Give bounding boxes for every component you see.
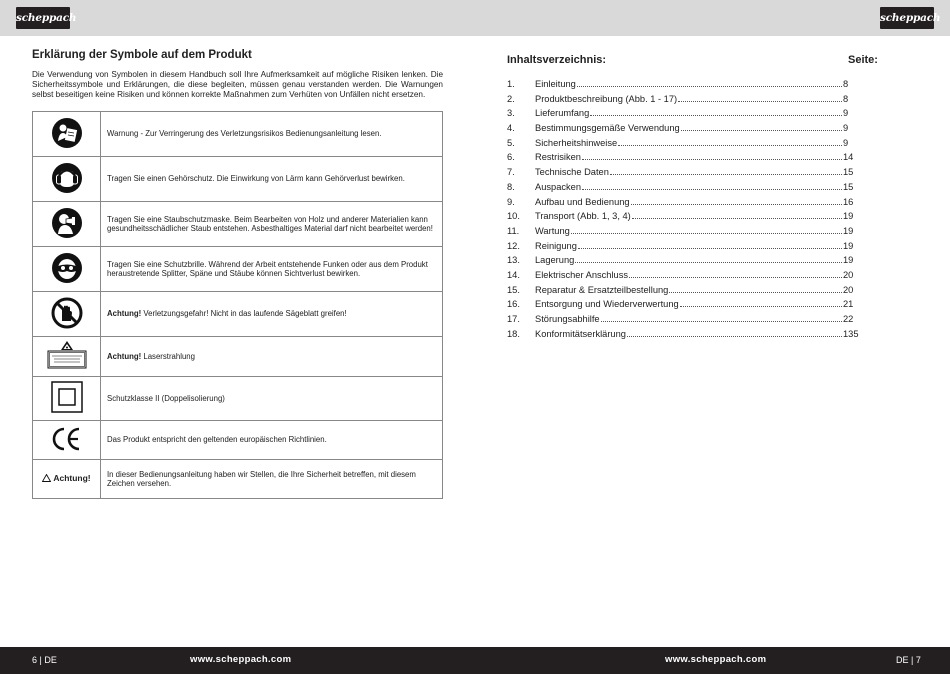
toc-title: Inhaltsverzeichnis:: [507, 54, 607, 66]
toc-item-number: 13.: [507, 255, 520, 266]
toc-item[interactable]: [507, 79, 857, 94]
warning-label: Achtung!: [53, 473, 91, 484]
toc-item-page: 8: [843, 93, 849, 104]
symbol-text: Tragen Sie eine Staubschutzmaske. Beim Bearbeiten von Holz und anderer Materialien kann gesundheitsschädlicher Staub entstehen. Asbesthaltiges Material darf nicht bearbeitet werden!: [107, 214, 433, 233]
symbol-text: Schutzklasse II (Doppelisolierung): [107, 393, 225, 403]
toc-item-label: Lieferumfang: [535, 108, 590, 119]
toc-leader-dots: [618, 145, 842, 146]
toc-item[interactable]: [507, 197, 857, 212]
toc-item[interactable]: [507, 270, 857, 285]
toc-item[interactable]: [507, 226, 857, 241]
footer-bar: [0, 647, 950, 674]
symbols-title: Erklärung der Symbole auf dem Produkt: [32, 49, 252, 61]
toc-item[interactable]: [507, 152, 857, 167]
symbol-row: [33, 202, 443, 247]
warning-triangle-icon: [42, 474, 51, 485]
toc-item-page: 20: [843, 269, 854, 280]
toc-item-page: 19: [843, 211, 854, 222]
toc-leader-dots: [578, 248, 842, 249]
symbol-row: [33, 112, 443, 157]
symbol-row: [33, 247, 443, 292]
brand-logo-right: scheppach: [880, 7, 934, 29]
toc-item-page: 135: [843, 328, 859, 339]
toc-item-page: 22: [843, 314, 854, 324]
symbol-text: Tragen Sie einen Gehörschutz. Die Einwirkung von Lärm kann Gehörverlust bewirken.: [107, 174, 405, 184]
ce-mark-icon: [51, 426, 83, 452]
toc-leader-dots: [669, 292, 842, 293]
toc-item-label: Produktbeschreibung (Abb. 1 - 17): [535, 93, 678, 104]
toc-item-number: 17.: [507, 314, 520, 324]
symbol-text: Das Produkt entspricht den geltenden europäischen Richtlinien.: [107, 435, 327, 445]
toc-item-page: 15: [843, 167, 854, 178]
toc-leader-dots: [582, 159, 842, 160]
symbol-text: Laserstrahlung: [141, 351, 195, 361]
toc-item[interactable]: [507, 182, 857, 197]
toc-item-label: Technische Daten: [535, 167, 609, 178]
toc-item-label: Restrisiken: [535, 152, 581, 163]
symbol-bold: Achtung!: [107, 351, 142, 361]
toc-page-header: Seite:: [848, 54, 878, 66]
toc-item-number: 4.: [507, 123, 515, 134]
toc-item[interactable]: [507, 138, 857, 153]
header-bar: [0, 0, 950, 36]
toc-item[interactable]: [507, 123, 857, 138]
toc-item[interactable]: [507, 285, 857, 300]
symbol-row: [33, 421, 443, 460]
safety-goggles-icon: [51, 252, 83, 284]
symbol-text: Warnung - Zur Verringerung des Verletzungsrisikos Bedienungsanleitung lesen.: [107, 129, 382, 139]
read-manual-icon: [51, 117, 83, 149]
footer-page-left: 6 | DE: [32, 655, 57, 665]
toc-item-number: 15.: [507, 284, 520, 295]
symbol-row: [33, 337, 443, 377]
footer-url-left[interactable]: www.scheppach.com: [190, 654, 292, 665]
brand-logo-left: scheppach: [16, 7, 70, 29]
toc-leader-dots: [575, 262, 842, 263]
ear-protection-icon: [51, 162, 83, 194]
toc-leader-dots: [627, 336, 842, 337]
toc-item-number: 3.: [507, 108, 515, 119]
toc-item-number: 8.: [507, 181, 515, 192]
toc-item[interactable]: [507, 299, 857, 314]
toc-leader-dots: [632, 218, 842, 219]
toc-item[interactable]: [507, 211, 857, 226]
toc-item-number: 1.: [507, 79, 515, 89]
toc-leader-dots: [601, 321, 842, 322]
toc-item-page: 9: [843, 108, 849, 119]
symbol-text: Tragen Sie eine Schutzbrille. Während der Arbeit entstehende Funken oder aus dem Produkt heraustretende Splitter, Späne und Stäube können Sichtverlust bewirken.: [107, 259, 428, 278]
symbol-text: In dieser Bedienungsanleitung haben wir Stellen, die Ihre Sicherheit betreffen, mit diesem Zeichen versehen.: [107, 469, 416, 488]
toc-item-label: Störungsabhilfe: [535, 314, 600, 324]
table-of-contents: [507, 79, 857, 343]
toc-item[interactable]: [507, 108, 857, 123]
toc-leader-dots: [631, 204, 842, 205]
toc-item-label: Transport (Abb. 1, 3, 4): [535, 211, 631, 222]
symbol-row: [33, 157, 443, 202]
symbol-row: [33, 460, 443, 499]
toc-item[interactable]: [507, 255, 857, 270]
toc-item-number: 10.: [507, 211, 520, 222]
toc-item-label: Reinigung: [535, 240, 577, 251]
footer-page-right: DE | 7: [896, 655, 921, 665]
toc-leader-dots: [610, 174, 842, 175]
toc-item[interactable]: [507, 314, 857, 329]
toc-item-number: 7.: [507, 167, 515, 178]
toc-item-label: Lagerung: [535, 255, 575, 266]
dust-mask-icon: [51, 207, 83, 239]
toc-item-label: Entsorgung und Wiederverwertung: [535, 299, 679, 310]
toc-item-number: 12.: [507, 240, 520, 251]
toc-item-page: 21: [843, 299, 854, 310]
toc-item-label: Einleitung: [535, 79, 576, 89]
toc-leader-dots: [582, 189, 842, 190]
toc-leader-dots: [680, 306, 842, 307]
symbol-text: Verletzungsgefahr! Nicht in das laufende Sägeblatt greifen!: [141, 309, 347, 319]
toc-item-page: 9: [843, 137, 849, 148]
toc-leader-dots: [590, 115, 842, 116]
toc-item[interactable]: [507, 167, 857, 182]
symbols-table: [32, 111, 443, 499]
toc-item[interactable]: [507, 241, 857, 256]
toc-item-page: 19: [843, 225, 854, 236]
toc-item-number: 9.: [507, 196, 515, 207]
toc-item-page: 19: [843, 255, 854, 266]
toc-leader-dots: [577, 86, 842, 87]
toc-item-label: Aufbau und Bedienung: [535, 196, 630, 207]
symbols-intro: Die Verwendung von Symbolen in diesem Handbuch soll Ihre Aufmerksamkeit auf mögliche Risiken lenken. Die Sicherheitssymbole und Erklärungen, die diese begleiten, müssen genau verstanden werden. Die Warnungen selbst beseitigen keine Risiken und können korrekte Maßnahmen zum Verhüten von Unfällen nicht ersetzen.: [32, 70, 443, 99]
toc-item-page: 8: [843, 79, 849, 89]
laser-warning-icon: [46, 340, 88, 370]
toc-leader-dots: [571, 233, 842, 234]
toc-item-page: 14: [843, 152, 854, 163]
protection-class-ii-icon: [51, 381, 83, 413]
toc-item-page: 16: [843, 196, 854, 207]
toc-item-number: 5.: [507, 137, 515, 148]
toc-item-label: Bestimmungsgemäße Verwendung: [535, 123, 680, 134]
toc-item-number: 11.: [507, 225, 520, 236]
toc-item-number: 16.: [507, 299, 520, 310]
symbol-bold: Achtung!: [107, 309, 142, 319]
toc-item[interactable]: [507, 329, 857, 344]
toc-item-page: 19: [843, 240, 854, 251]
toc-item[interactable]: [507, 94, 857, 109]
toc-item-number: 6.: [507, 152, 515, 163]
toc-item-page: 9: [843, 123, 849, 134]
toc-item-number: 18.: [507, 328, 520, 339]
toc-leader-dots: [681, 130, 842, 131]
toc-leader-dots: [629, 277, 842, 278]
toc-item-label: Sicherheitshinweise: [535, 137, 618, 148]
toc-item-number: 2.: [507, 93, 515, 104]
toc-item-label: Auspacken: [535, 181, 581, 192]
toc-item-page: 20: [843, 284, 854, 295]
toc-leader-dots: [678, 101, 842, 102]
footer-url-right[interactable]: www.scheppach.com: [665, 654, 767, 665]
toc-item-page: 15: [843, 181, 854, 192]
toc-item-label: Wartung: [535, 225, 570, 236]
toc-item-label: Reparatur & Ersatzteilbestellung: [535, 284, 669, 295]
symbol-row: [33, 377, 443, 421]
toc-item-label: Elektrischer Anschluss: [535, 269, 629, 280]
toc-item-number: 14.: [507, 269, 520, 280]
symbol-row: [33, 292, 443, 337]
no-hands-icon: [51, 297, 83, 329]
toc-item-label: Konformitätserklärung: [535, 328, 626, 339]
